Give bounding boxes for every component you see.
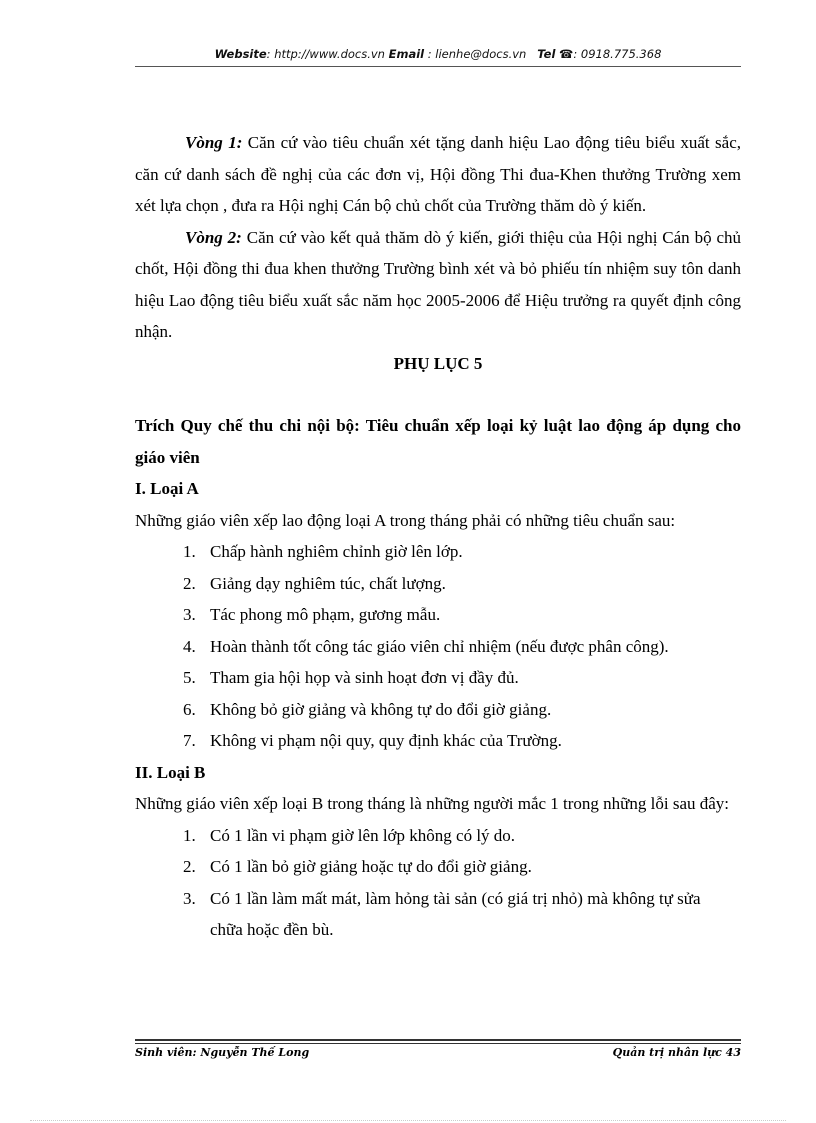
tel-label: Tel	[537, 47, 556, 61]
round-2-text: Căn cứ vào kết quả thăm dò ý kiến, giới thiệu của Hội nghị Cán bộ chủ chốt, Hội đồng thi đua khen thưởng Trường bình xét và bỏ phiếu tín nhiệm suy tôn danh hiệu Lao động tiêu biểu xuất sắc năm học 2005-2006 để Hiệu trưởng ra quyết định công nhận.	[135, 227, 741, 341]
list-item: 3. Tác phong mô phạm, gương mẫu.	[183, 605, 441, 624]
section-b-title: II. Loại B	[135, 762, 206, 782]
page-edge	[30, 1120, 786, 1121]
list-item: 4. Hoàn thành tốt công tác giáo viên chỉ nhiệm (nếu được phân công).	[183, 636, 669, 656]
website-label: Website	[214, 47, 267, 61]
tel-value: : 0918.775.368	[573, 47, 662, 61]
list-item: 5. Tham gia hội họp và sinh hoạt đơn vị đầy đủ.	[183, 668, 519, 687]
footer-divider-thick	[135, 1039, 741, 1041]
list-item: 2. Giảng dạy nghiêm túc, chất lượng.	[183, 573, 446, 593]
section-a-intro: Những giáo viên xếp lao động loại A trong tháng phải có những tiêu chuẩn sau:	[135, 510, 676, 530]
list-item: 3. Có 1 lần làm mất mát, làm hỏng tài sản (có giá trị nhỏ) mà không tự sửa chữa hoặc đền bù.	[183, 888, 701, 939]
email-label: Email	[388, 47, 425, 61]
email-value: : lienhe@docs.vn	[424, 47, 527, 61]
header-divider	[135, 66, 741, 67]
round-2-label: Vòng 2:	[185, 227, 242, 247]
page-footer	[135, 1046, 741, 1066]
phone-icon: ☎	[559, 47, 574, 61]
list-item: 1. Có 1 lần vi phạm giờ lên lớp không có lý do.	[183, 825, 516, 845]
section-a-title: I. Loại A	[135, 479, 199, 498]
footer-divider-thin	[135, 1043, 741, 1044]
section-a-list	[135, 536, 741, 757]
paragraph-round-2	[135, 222, 741, 348]
appendix-title: PHỤ LỤC 5	[393, 353, 483, 373]
paragraph-round-1	[135, 127, 741, 222]
excerpt-heading: Trích Quy chế thu chi nội bộ: Tiêu chuẩn xếp loại kỷ luật lao động áp dụng cho giáo viên	[135, 416, 741, 467]
footer-course: Quản trị nhân lực 43	[612, 1046, 741, 1059]
list-item: 2. Có 1 lần bỏ giờ giảng hoặc tự do đổi giờ giảng.	[183, 857, 532, 876]
round-1-label: Vòng 1:	[185, 133, 243, 152]
page-header	[135, 47, 741, 61]
website-value: : http://www.docs.vn	[266, 47, 385, 61]
section-b-intro: Những giáo viên xếp loại B trong tháng là những người mắc 1 trong những lỗi sau đây:	[135, 794, 730, 813]
section-b-list	[135, 820, 741, 946]
list-item: 6. Không bỏ giờ giảng và không tự do đổi giờ giảng.	[183, 699, 552, 719]
list-item: 7. Không vi phạm nội quy, quy định khác của Trường.	[183, 731, 562, 750]
round-1-text: Căn cứ vào tiêu chuẩn xét tặng danh hiệu Lao động tiêu biểu xuất sắc, căn cứ danh sách đề nghị của các đơn vị, Hội đồng Thi đua-Khen thưởng Trường xem xét lựa chọn , đưa ra Hội nghị Cán bộ chủ chốt của Trường thăm dò ý kiến.	[135, 133, 741, 215]
list-item: 1. Chấp hành nghiêm chỉnh giờ lên lớp.	[183, 542, 463, 561]
document-body	[135, 127, 741, 946]
footer-author: Sinh viên: Nguyễn Thế Long	[135, 1046, 310, 1059]
